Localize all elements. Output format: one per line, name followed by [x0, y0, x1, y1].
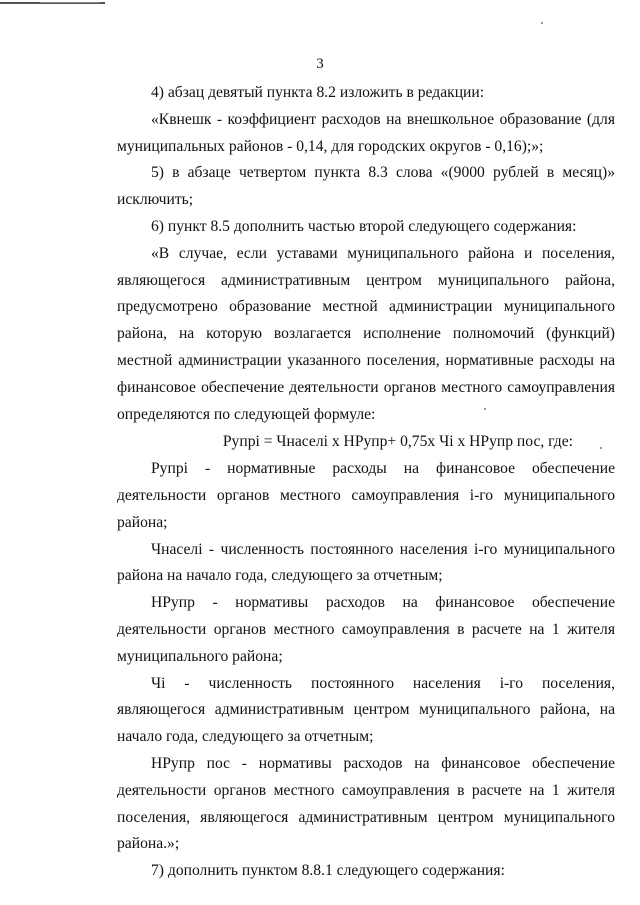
paragraph-chnaseli-definition: Чнаселi - численность постоянного населения i-го муниципального района на начало года, следующего за отчетным; [117, 540, 615, 585]
formula-line: Рупрi = Чнаселi х НРупр+ 0,75х Чi х НРупр пос, где: [222, 433, 573, 451]
paragraph-case-clause: «В случае, если уставами муниципального района и поселения, являющегося административным центром муниципального района, предусмотрено образование местной администрации муниципального района, на которую возлагается исполнение полномочий (функций) местной администрации указанного поселения, нормативные расходы на финансовое обеспечение деятельности органов местного самоуправления определяются по следующей формуле: [117, 244, 615, 423]
paragraph-item-6: 6) пункт 8.5 дополнить частью второй следующего содержания: [151, 217, 577, 235]
paragraph-chi-definition: Чi - численность постоянного населения i-го поселения, являющегося административным центром муниципального района, на начало года, следующего за отчетным; [117, 674, 615, 746]
paragraph-nrupr-definition: НРупр - нормативы расходов на финансовое обеспечение деятельности органов местного самоуправления в расчете на 1 жителя муниципального района; [117, 594, 615, 665]
scan-speck [484, 408, 486, 410]
scan-speck [541, 22, 543, 24]
paragraph-nrupr-pos-definition: НРупр пос - нормативы расходов на финансовое обеспечение деятельности органов местного самоуправления в расчете на 1 жителя поселения, являющегося административным центром муниципального района.»; [117, 754, 615, 853]
paragraph-item-4: 4) абзац девятый пункта 8.2 изложить в редакции: [151, 84, 485, 101]
paragraph-rupri-definition: Рупрi - нормативные расходы на финансовое обеспечение деятельности органов местного самоуправления i-го муниципального района; [117, 460, 615, 531]
paragraph-kvneshk-definition: «Квнешк - коэффициент расходов на внешкольное образование (для муниципальных районов - 0,14, для городских округов - 0,16);»; [117, 110, 615, 155]
document-body [117, 80, 615, 885]
scan-speck [600, 447, 602, 449]
page-number: 3 [316, 56, 324, 72]
paragraph-item-7: 7) дополнить пунктом 8.8.1 следующего содержания: [151, 862, 505, 880]
scan-edge-mark-secondary [40, 2, 100, 5]
paragraph-item-5: 5) в абзаце четвертом пункта 8.3 слова «(9000 рублей в месяц)» исключить; [117, 164, 615, 209]
